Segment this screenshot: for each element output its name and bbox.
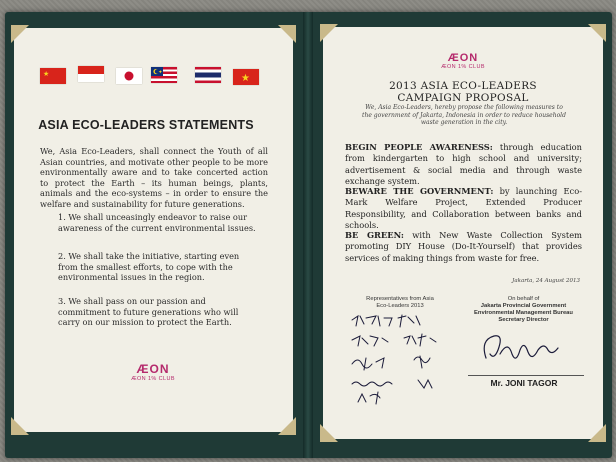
proposal-point-3-heading: BE GREEN:: [345, 230, 404, 240]
aeon-logo-top: [423, 52, 503, 70]
china-flag-icon: [40, 68, 66, 84]
behalf-line-3: Environmental Management Bureau: [474, 310, 573, 316]
proposal-title-line-2: CAMPAIGN PROPOSAL: [397, 92, 529, 104]
proposal-point-2-body: by launching Eco-Mark Welfare Project, Extended Producer Responsibility, and Collaboration between banks and schools.: [345, 186, 582, 231]
photo-corner-icon: [11, 25, 29, 43]
behalf-heading: [456, 296, 591, 324]
left-page-title: ASIA ECO-LEADERS STATEMENTS: [38, 118, 254, 132]
thailand-flag-icon: [195, 67, 221, 83]
proposal-point-3: [345, 230, 582, 264]
vietnam-flag-icon: [233, 69, 259, 85]
malaysia-flag-icon: [151, 67, 177, 83]
signing-date: Jakarta, 24 August 2013: [512, 278, 580, 284]
statement-item-3: 3. We shall pass on our passion and commitment to future generations who will carry on our mission to protect the Earth.: [58, 296, 239, 328]
signature-line: [468, 375, 584, 376]
behalf-line-4: Secretary Director: [498, 317, 549, 323]
proposal-point-1-heading: BEGIN PEOPLE AWARENESS:: [345, 142, 493, 152]
svg-text:★: ★: [241, 73, 250, 84]
proposal-point-2-heading: BEWARE THE GOVERNMENT:: [345, 186, 494, 196]
japan-flag-icon: [116, 68, 142, 84]
svg-text:✦: ✦: [158, 69, 163, 76]
photo-corner-icon: [278, 25, 296, 43]
aeon-logo-word: ÆON: [447, 52, 479, 64]
proposal-title-line-1: 2013 ASIA ECO-LEADERS: [389, 80, 537, 92]
behalf-line-1: On behalf of: [507, 296, 540, 302]
statement-item-2: 2. We shall take the initiative, starting even from the smallest efforts, to cope with the environmental issues in the region.: [58, 251, 240, 283]
representatives-heading: [350, 296, 450, 310]
representatives-line-2: Eco-Leaders 2013: [376, 303, 424, 309]
proposal-point-3-body: with New Waste Collection System promoting DIY House (Do-It-Yourself) that provides services of making things from waste for free.: [345, 230, 582, 263]
indonesia-flag-icon: [78, 66, 104, 82]
photo-corner-icon: [320, 24, 338, 42]
photo-corner-icon: [588, 24, 606, 42]
representatives-signatures: [348, 312, 460, 408]
left-intro-paragraph: We, Asia Eco-Leaders, shall connect the Youth of all Asian countries, and motivate other people to be more environmentally aware and to take concerted action to protect the Earth – its human beings, plants, animals and the eco-systems – in order to ensure the welfare and sustainability for future generations.: [40, 146, 268, 209]
proposal-point-1: [345, 142, 582, 188]
aeon-club-label: ÆON 1% CLUB: [441, 64, 485, 70]
representatives-line-1: Representatives from Asia: [366, 296, 434, 302]
behalf-line-2: Jakarta Provincial Government: [480, 303, 567, 309]
proposal-point-2: [345, 186, 582, 232]
director-signature: [478, 330, 574, 366]
statement-item-1: 1. We shall unceasingly endeavor to raise our awareness of the current environmental issues.: [58, 212, 256, 233]
svg-text:★: ★: [43, 70, 50, 78]
photo-corner-icon: [11, 417, 29, 435]
aeon-club-label: ÆON 1% CLUB: [131, 376, 175, 382]
folder-spine: [303, 12, 313, 458]
aeon-logo-word: ÆON: [136, 362, 170, 376]
photo-corner-icon: [588, 424, 606, 442]
signer-name: Mr. JONI TAGOR: [490, 378, 558, 388]
proposal-intro: We, Asia Eco-Leaders, hereby propose the following measures to the government of Jakarta, Indonesia in order to reduce household waste generation in the city.: [362, 104, 566, 126]
photo-corner-icon: [320, 424, 338, 442]
aeon-logo: [113, 362, 193, 382]
proposal-point-1-body: through education from kindergarten to high school and university; advertisement & social media and through waste exchange system.: [345, 142, 582, 187]
photo-corner-icon: [278, 417, 296, 435]
